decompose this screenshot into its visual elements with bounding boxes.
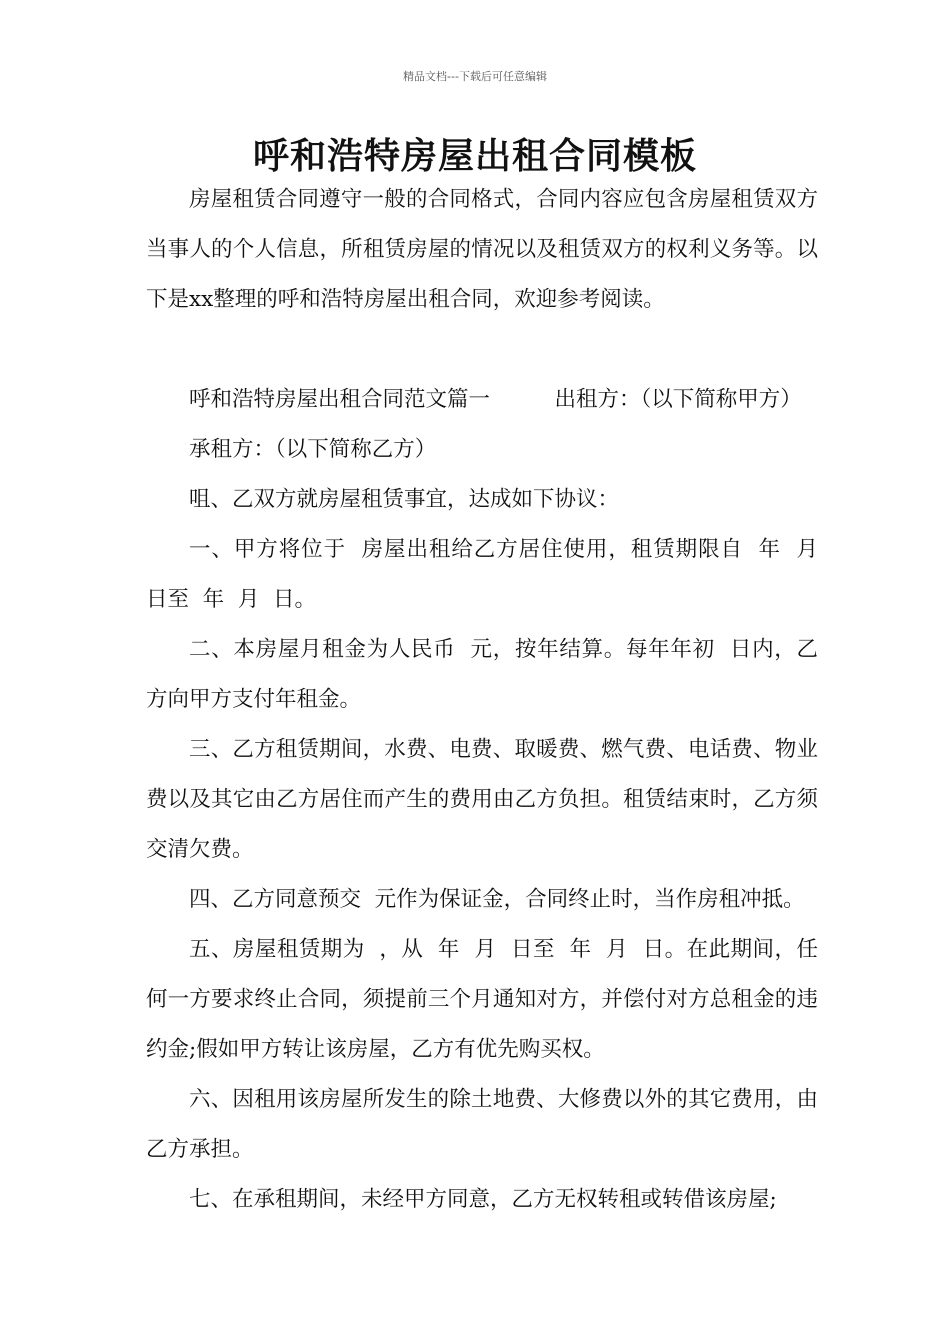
contract-clause-6: 六、因租用该房屋所发生的除土地费、大修费以外的其它费用，由乙方承担。 xyxy=(146,1087,818,1162)
document-title: 呼和浩特房屋出租合同模板 xyxy=(252,136,697,177)
intro-paragraph: 房屋租赁合同遵守一般的合同格式，合同内容应包含房屋租赁双方当事人的个人信息，所租赁房屋的情况以及租赁双方的权利义务等。以下是xx整理的呼和浩特房屋出租合同，欢迎参考阅读。 xyxy=(146,187,818,312)
contract-clause-7: 七、在承租期间，未经甲方同意，乙方无权转租或转借该房屋; xyxy=(189,1187,777,1212)
contract-clause-4: 四、乙方同意预交 元作为保证金，合同终止时，当作房租冲抵。 xyxy=(189,887,805,912)
intro-section xyxy=(146,175,818,325)
contract-body xyxy=(146,375,832,1225)
contract-heading-line: 呼和浩特房屋出租合同范文篇一 出租方：（以下简称甲方） xyxy=(189,387,802,412)
contract-clause-2: 二、本房屋月租金为人民币 元，按年结算。每年年初 日内，乙方向甲方支付年租金。 xyxy=(146,637,818,712)
contract-paragraph: 承租方：（以下简称乙方） xyxy=(189,437,437,462)
header-note: 精品文档---下载后可任意编辑 xyxy=(403,70,547,83)
contract-paragraph: 咀、乙双方就房屋租赁事宜，达成如下协议： xyxy=(189,487,620,512)
contract-clause-5: 五、房屋租赁期为 ，从 年 月 日至 年 月 日。在此期间，任何一方要求终止合同，须提前三个月通知对方，并偿付对方总租金的违约金;假如甲方转让该房屋，乙方有优先购买权。 xyxy=(146,937,818,1062)
contract-clause-3: 三、乙方租赁期间，水费、电费、取暖费、燃气费、电话费、物业费以及其它由乙方居住而产生的费用由乙方负担。租赁结束时，乙方须交清欠费。 xyxy=(146,737,818,862)
contract-clause-1: 一、甲方将位于 房屋出租给乙方居住使用，租赁期限自 年 月 日至 年 月 日。 xyxy=(146,537,832,612)
